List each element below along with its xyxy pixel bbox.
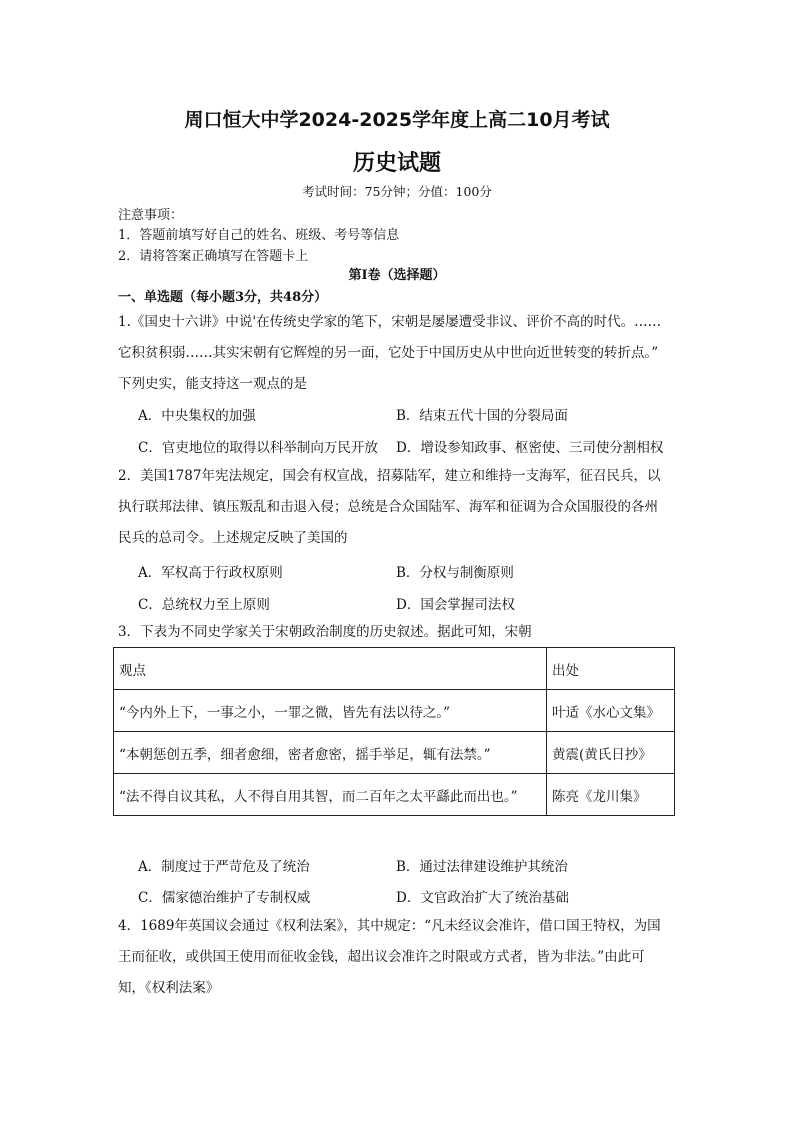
question-1-stem: [118, 307, 678, 400]
question-3-stem: [118, 617, 678, 648]
table-row: [114, 732, 675, 774]
notes-heading: 注意事项：: [118, 208, 184, 223]
table-cell: “本朝惩创五季，细者愈细，密者愈密，摇手举足，辄有法禁。”: [114, 732, 547, 774]
option-d: D．国会掌握司法权: [396, 597, 515, 613]
table-cell: 陈亮《龙川集》: [547, 774, 675, 816]
option-c: C．官吏地位的取得以科举制向万民开放: [138, 440, 378, 456]
option-a: A．中央集权的加强: [138, 408, 256, 424]
question-4-stem: [118, 911, 678, 1004]
question-line: 2．美国1787年宪法规定，国会有权宣战，招募陆军，建立和维持一支海军，征召民兵，以: [118, 468, 661, 484]
table-cell: 黄震(黄氏日抄》: [547, 732, 675, 774]
option-b: B．结束五代十国的分裂局面: [396, 408, 568, 424]
table-row: [114, 774, 675, 816]
note-item: 2．请将答案正确填写在答题卡上: [118, 249, 309, 264]
section-title: 第I卷（选择题）: [348, 268, 446, 283]
part-heading: 一、单选题（每小题3分，共48分）: [118, 290, 328, 305]
table-cell: “今内外上下，一事之小，一罪之微，皆先有法以待之。”: [114, 690, 547, 732]
question-line: 3．下表为不同史学家关于宋朝政治制度的历史叙述。据此可知，宋朝: [118, 624, 532, 640]
table-header-row: [114, 648, 675, 690]
source-table: [113, 647, 675, 816]
exam-title: 周口恒大中学2024-2025学年度上高二10月考试: [184, 109, 610, 131]
table-cell: “法不得自议其私，人不得自用其智，而二百年之太平繇此而出也。”: [114, 774, 547, 816]
question-line: 4．1689年英国议会通过《权利法案》，其中规定：“凡未经议会准许，借口国王特权，为国: [118, 918, 661, 934]
table-cell: 叶适《水心文集》: [547, 690, 675, 732]
question-line: 民兵的总司令。上述规定反映了美国的: [118, 530, 348, 546]
question-line: 它积贫积弱……其实宋朝有它辉煌的另一面，它处于中国历史从中世向近世转变的转折点。”: [118, 345, 659, 361]
subject-title: 历史试题: [352, 151, 441, 176]
table-header-cell: 出处: [547, 648, 675, 690]
table-row: [114, 690, 675, 732]
option-a: A．制度过于严苛危及了统治: [138, 859, 310, 875]
option-d: D．文官政治扩大了统治基础: [396, 890, 569, 906]
option-d: D．增设参知政事、枢密使、三司使分割相权: [396, 440, 664, 456]
question-line: 下列史实，能支持这一观点的是: [118, 376, 307, 392]
question-2-stem: [118, 461, 678, 554]
question-line: 执行联邦法律、镇压叛乱和击退入侵；总统是合众国陆军、海军和征调为合众国服役的各州: [118, 499, 658, 515]
option-b: B．通过法律建设维护其统治: [396, 859, 568, 875]
exam-meta: 考试时间：75分钟；分值：100分: [302, 184, 492, 199]
note-item: 1．答题前填写好自己的姓名、班级、考号等信息: [118, 228, 400, 243]
question-line: 王而征收，或供国王使用而征收金钱，超出议会准许之时限或方式者，皆为非法。”由此可: [118, 949, 645, 965]
option-c: C．儒家德治维护了专制权威: [138, 890, 311, 906]
option-c: C．总统权力至上原则: [138, 597, 270, 613]
table-header-cell: 观点: [114, 648, 547, 690]
question-line: 知，《权利法案》: [118, 980, 220, 996]
option-a: A．军权高于行政权原则: [138, 565, 283, 581]
question-line: 1.《国史十六讲》中说'在传统史学家的笔下，宋朝是屡屡遭受非议、评价不高的时代。……: [118, 314, 662, 330]
option-b: B．分权与制衡原则: [396, 565, 514, 581]
